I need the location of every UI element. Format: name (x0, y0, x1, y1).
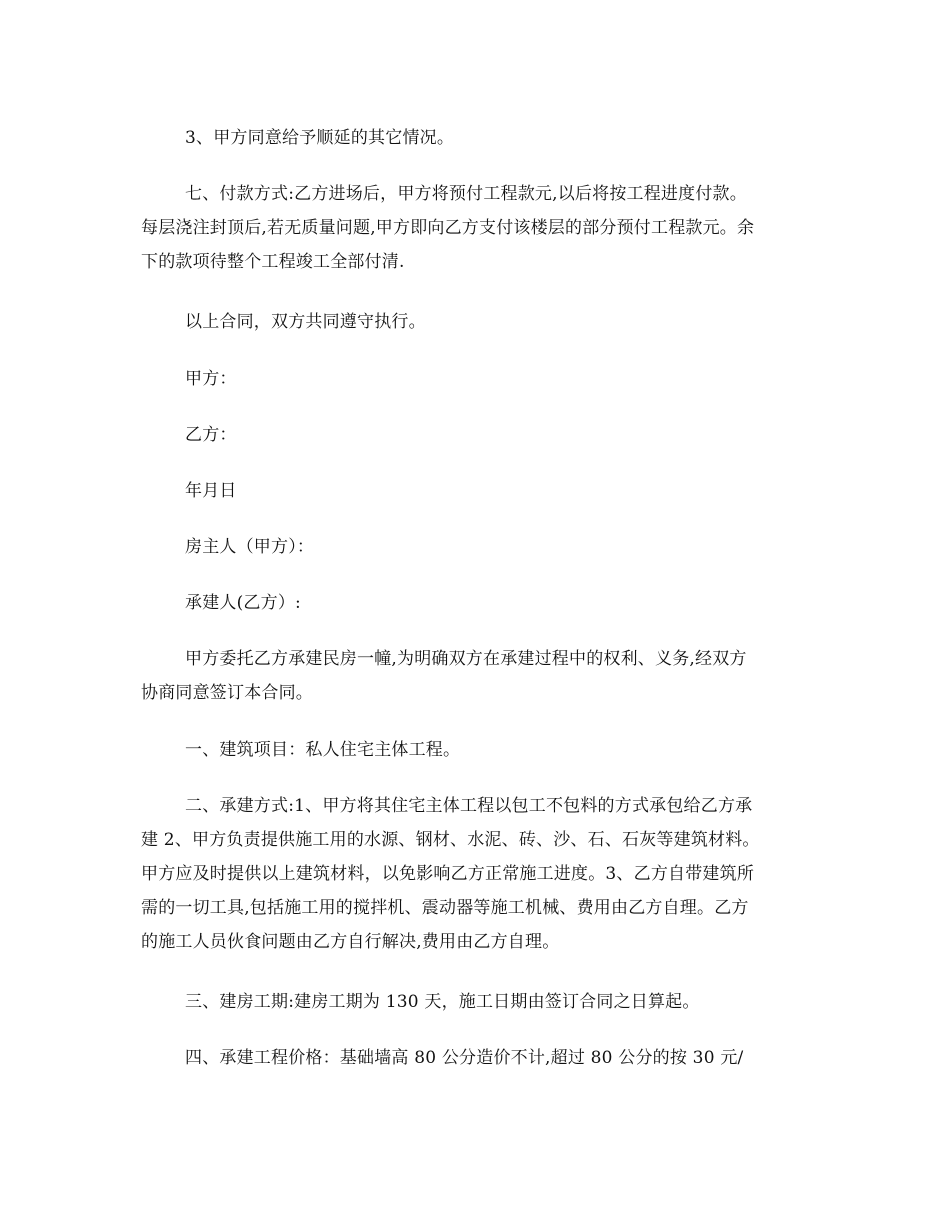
text-line-2: 七、付款方式:乙方进场后，甲方将预付工程款元,以后将按工程进度付款。 (185, 184, 747, 204)
text-line-10: 承建人(乙方）: (185, 593, 301, 613)
text-line-14: 二、承建方式:1、甲方将其住宅主体工程以包工不包料的方式承包给乙方承 (185, 796, 753, 816)
text-line-18: 的施工人员伙食问题由乙方自行解决,费用由乙方自理。 (141, 932, 560, 952)
text-line-11: 甲方委托乙方承建民房一幢,为明确双方在承建过程中的权利、义务,经双方 (185, 649, 747, 669)
text-line-7: 乙方： (185, 425, 237, 445)
text-line-13: 一、建筑项目：私人住宅主体工程。 (185, 740, 461, 760)
text-line-20: 四、承建工程价格：基础墙高 80 公分造价不计,超过 80 公分的按 30 元/ (185, 1048, 744, 1068)
text-line-8: 年月日 (185, 481, 237, 501)
text-line-1: 3、甲方同意给予顺延的其它情况。 (185, 128, 455, 148)
text-line-19: 三、建房工期:建房工期为 130 天，施工日期由签订合同之日算起。 (185, 992, 700, 1012)
text-line-12: 协商同意签订本合同。 (141, 683, 313, 703)
text-line-3: 每层浇注封顶后,若无质量问题,甲方即向乙方支付该楼层的部分预付工程款元。余 (141, 218, 755, 238)
text-line-9: 房主人（甲方）： (185, 537, 315, 557)
text-line-15: 建 2、甲方负责提供施工用的水源、钢材、水泥、砖、沙、石、石灰等建筑材料。 (141, 830, 760, 850)
text-line-16: 甲方应及时提供以上建筑材料，以免影响乙方正常施工进度。3、乙方自带建筑所 (141, 864, 755, 884)
text-line-17: 需的一切工具,包括施工用的搅拌机、震动器等施工机械、费用由乙方自理。乙方 (141, 898, 749, 918)
text-line-4: 下的款项待整个工程竣工全部付清. (141, 252, 405, 272)
text-line-6: 甲方： (185, 369, 237, 389)
text-line-5: 以上合同，双方共同遵守执行。 (185, 312, 426, 332)
